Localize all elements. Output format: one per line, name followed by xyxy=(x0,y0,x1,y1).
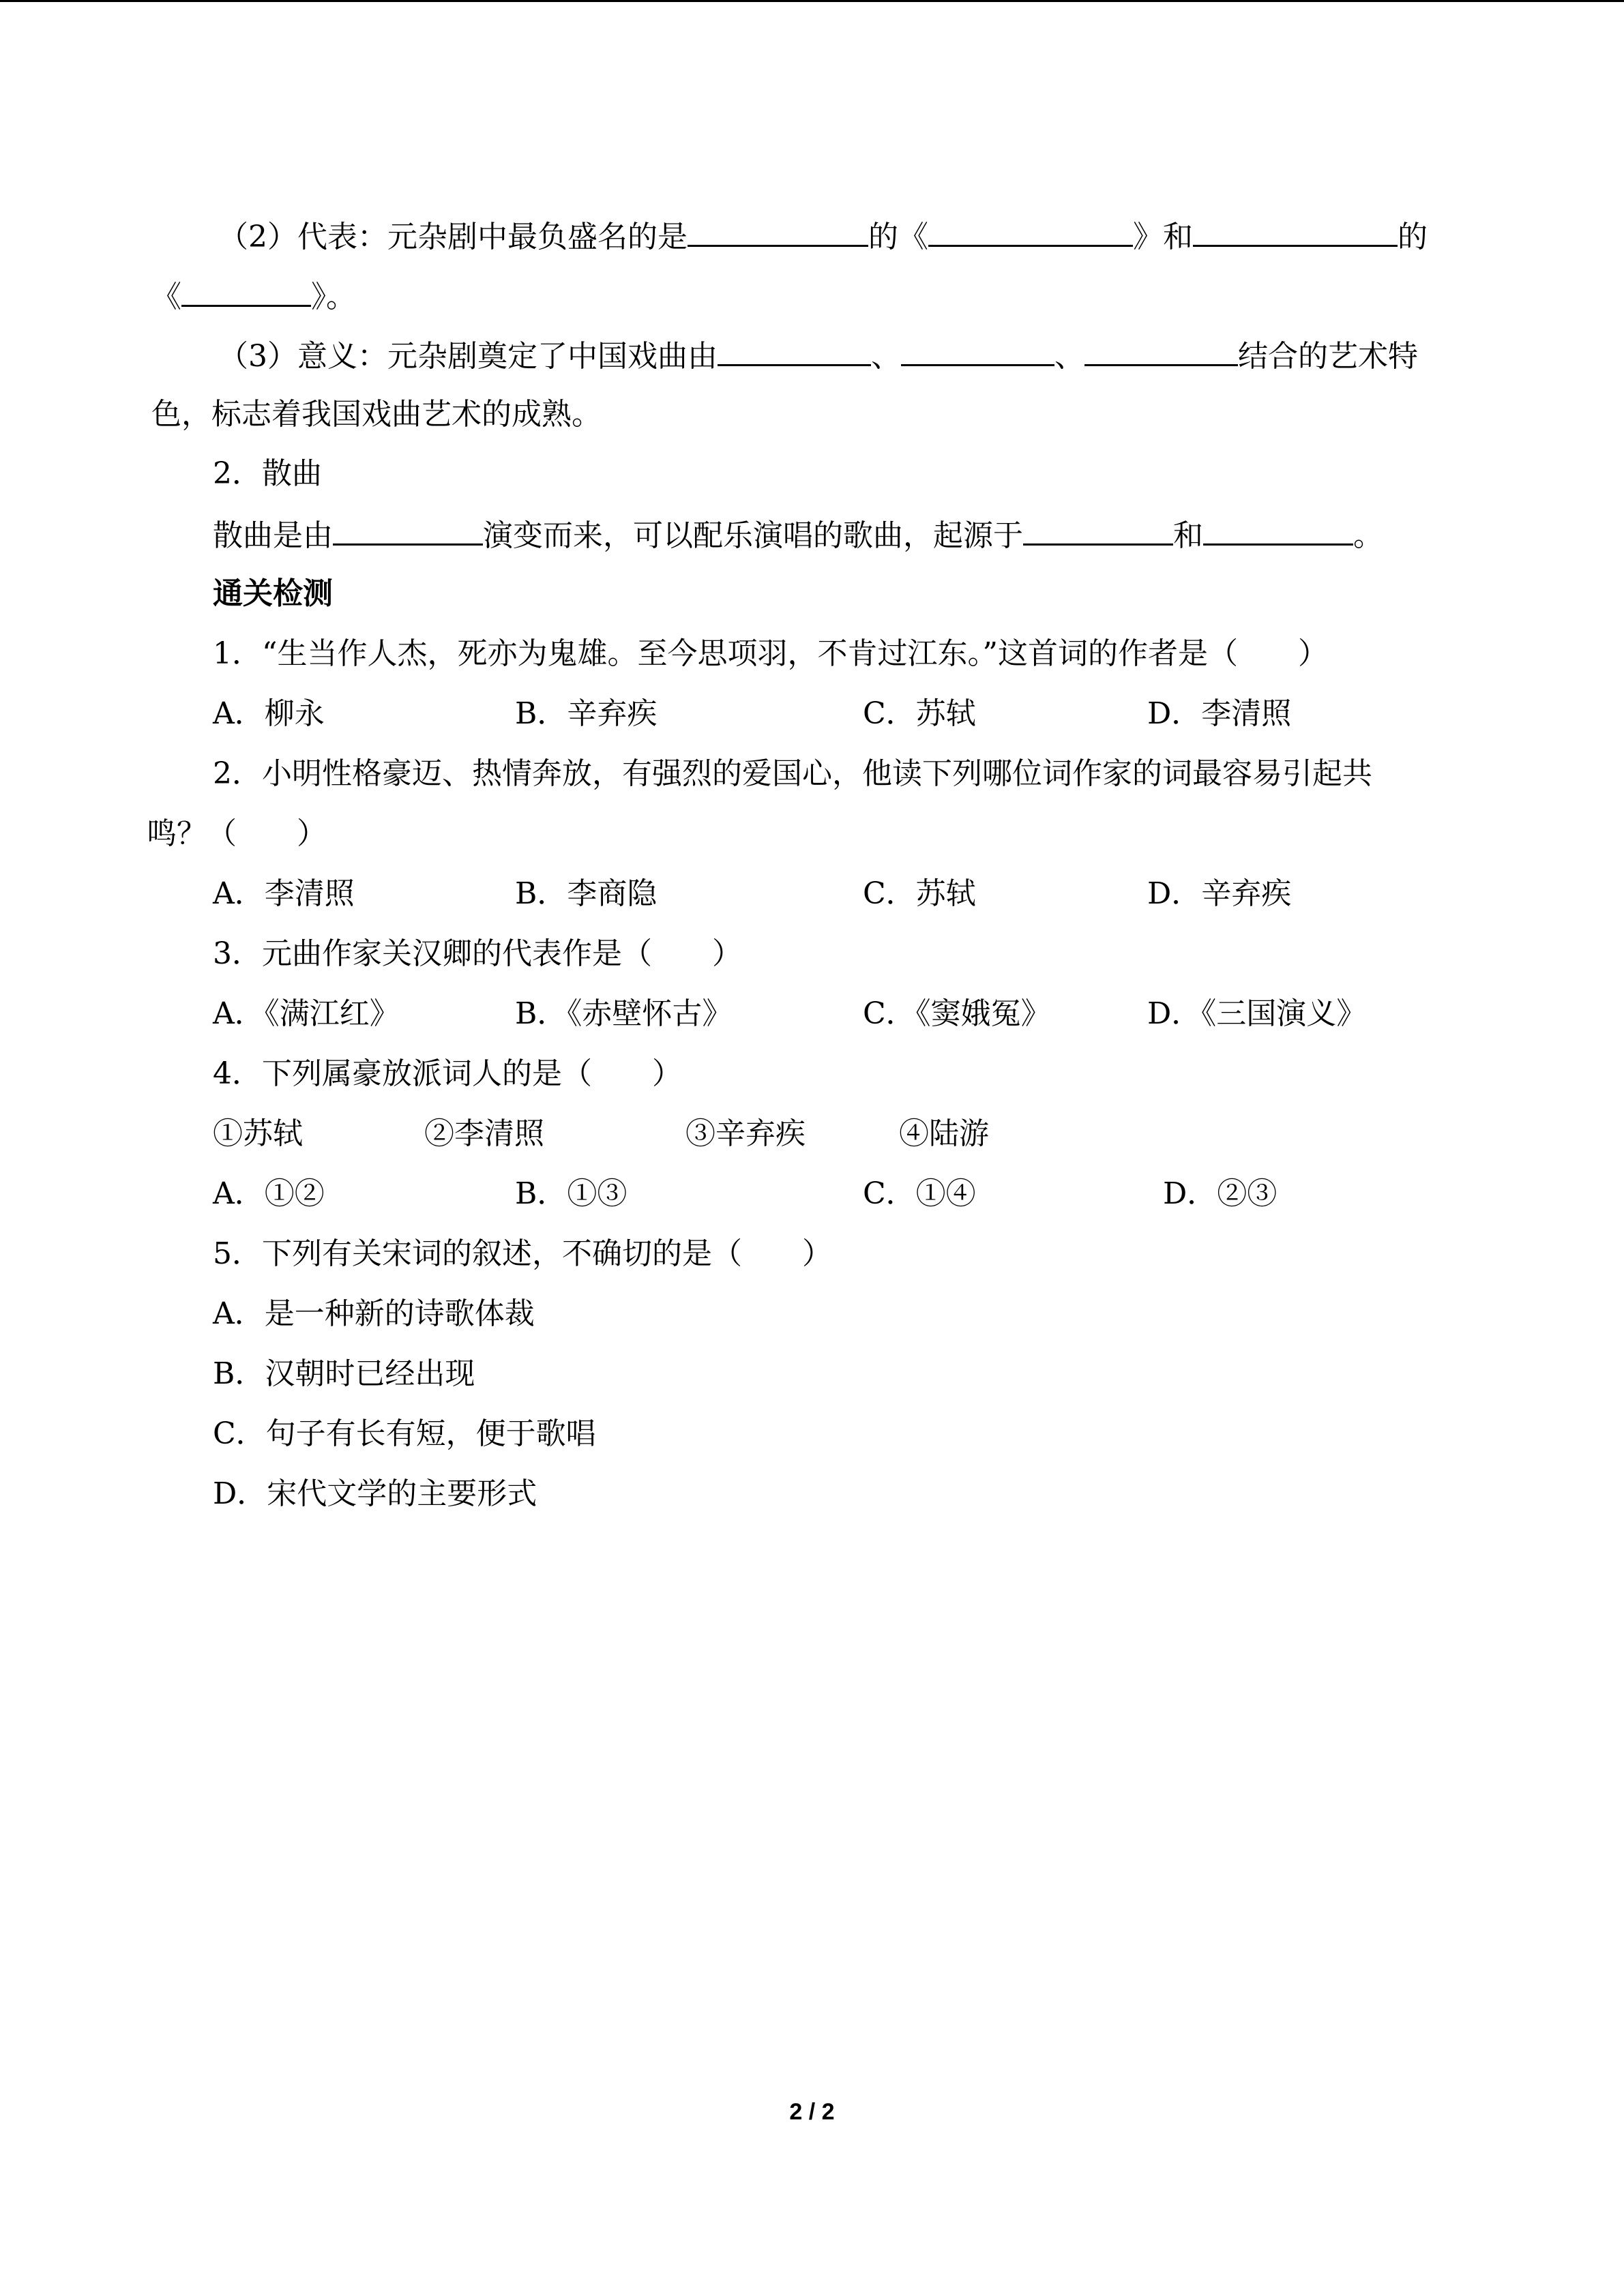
q3-option-b[interactable]: B．《赤壁怀古》 xyxy=(515,996,733,1031)
text: 的《 xyxy=(868,220,928,254)
text: 》和 xyxy=(1133,220,1193,254)
para-significance xyxy=(218,334,1418,377)
q5-option-a[interactable]: A．是一种新的诗歌体裁 xyxy=(213,1296,535,1331)
para-representative-cont xyxy=(151,275,356,318)
question-3: 3．元曲作家关汉卿的代表作是（ ） xyxy=(213,936,742,971)
q4-option-c[interactable]: C．①④ xyxy=(863,1176,976,1211)
fill-blank[interactable] xyxy=(928,215,1133,247)
text: 《 xyxy=(151,280,181,314)
q1-option-b[interactable]: B．辛弃疾 xyxy=(515,696,658,731)
fill-blank[interactable] xyxy=(181,275,311,307)
q5-option-b[interactable]: B．汉朝时已经出现 xyxy=(213,1356,475,1391)
question-5: 5．下列有关宋词的叙述，不确切的是（ ） xyxy=(213,1236,832,1271)
para-significance-cont: 色，标志着我国戏曲艺术的成熟。 xyxy=(151,397,602,432)
top-border xyxy=(0,0,1624,2)
para-sanqu xyxy=(213,513,1383,556)
q4-item-4: ④陆游 xyxy=(899,1116,989,1151)
text: 结合的艺术特 xyxy=(1238,339,1418,374)
question-2-cont: 鸣？（ ） xyxy=(147,816,327,851)
q3-option-c[interactable]: C．《窦娥冤》 xyxy=(863,996,1051,1031)
text: 散曲是由 xyxy=(213,518,333,553)
q4-item-3: ③辛弃疾 xyxy=(685,1116,806,1151)
fill-blank[interactable] xyxy=(1084,334,1238,366)
q2-option-a[interactable]: A．李清照 xyxy=(213,876,355,911)
q2-option-d[interactable]: D．辛弃疾 xyxy=(1147,876,1292,911)
text: 、 xyxy=(871,339,901,374)
text: 的 xyxy=(1398,220,1428,254)
text: 、 xyxy=(1054,339,1084,374)
page-number: 2 / 2 xyxy=(789,2099,835,2125)
q4-option-b[interactable]: B．①③ xyxy=(515,1176,628,1211)
q4-option-d[interactable]: D．②③ xyxy=(1163,1176,1278,1211)
q5-option-c[interactable]: C．句子有长有短，便于歌唱 xyxy=(213,1416,596,1451)
text: （2）代表：元杂剧中最负盛名的是 xyxy=(218,220,688,254)
question-2: 2．小明性格豪迈、热情奔放，有强烈的爱国心，他读下列哪位词作家的词最容易引起共 xyxy=(213,756,1372,791)
fill-blank[interactable] xyxy=(333,513,483,546)
text: 。 xyxy=(1353,518,1383,553)
q3-option-d[interactable]: D．《三国演义》 xyxy=(1147,996,1367,1031)
q3-option-a[interactable]: A．《满江红》 xyxy=(213,996,400,1031)
q4-item-2: ②李清照 xyxy=(424,1116,544,1151)
q5-option-d[interactable]: D．宋代文学的主要形式 xyxy=(213,1476,537,1511)
fill-blank[interactable] xyxy=(901,334,1054,366)
q1-option-d[interactable]: D．李清照 xyxy=(1147,696,1292,731)
heading-sanqu: 2．散曲 xyxy=(213,456,322,491)
fill-blank[interactable] xyxy=(718,334,871,366)
text: （3）意义：元杂剧奠定了中国戏曲由 xyxy=(218,339,718,374)
text: 》。 xyxy=(311,280,356,314)
question-4: 4．下列属豪放派词人的是（ ） xyxy=(213,1056,682,1091)
text: 和 xyxy=(1173,518,1203,553)
fill-blank[interactable] xyxy=(688,215,868,247)
para-representative xyxy=(218,215,1428,258)
q2-option-b[interactable]: B．李商隐 xyxy=(515,876,658,911)
fill-blank[interactable] xyxy=(1023,513,1173,546)
q4-option-a[interactable]: A．①② xyxy=(213,1176,325,1211)
fill-blank[interactable] xyxy=(1193,215,1398,247)
question-1: 1．“生当作人杰，死亦为鬼雄。至今思项羽，不肯过江东。”这首词的作者是（ ） xyxy=(213,636,1328,671)
q1-option-a[interactable]: A．柳永 xyxy=(213,696,325,731)
text: 演变而来，可以配乐演唱的歌曲，起源于 xyxy=(483,518,1023,553)
quiz-heading: 通关检测 xyxy=(213,576,333,611)
fill-blank[interactable] xyxy=(1203,513,1353,546)
q4-item-1: ①苏轼 xyxy=(213,1116,303,1151)
q1-option-c[interactable]: C．苏轼 xyxy=(863,696,976,731)
q2-option-c[interactable]: C．苏轼 xyxy=(863,876,976,911)
